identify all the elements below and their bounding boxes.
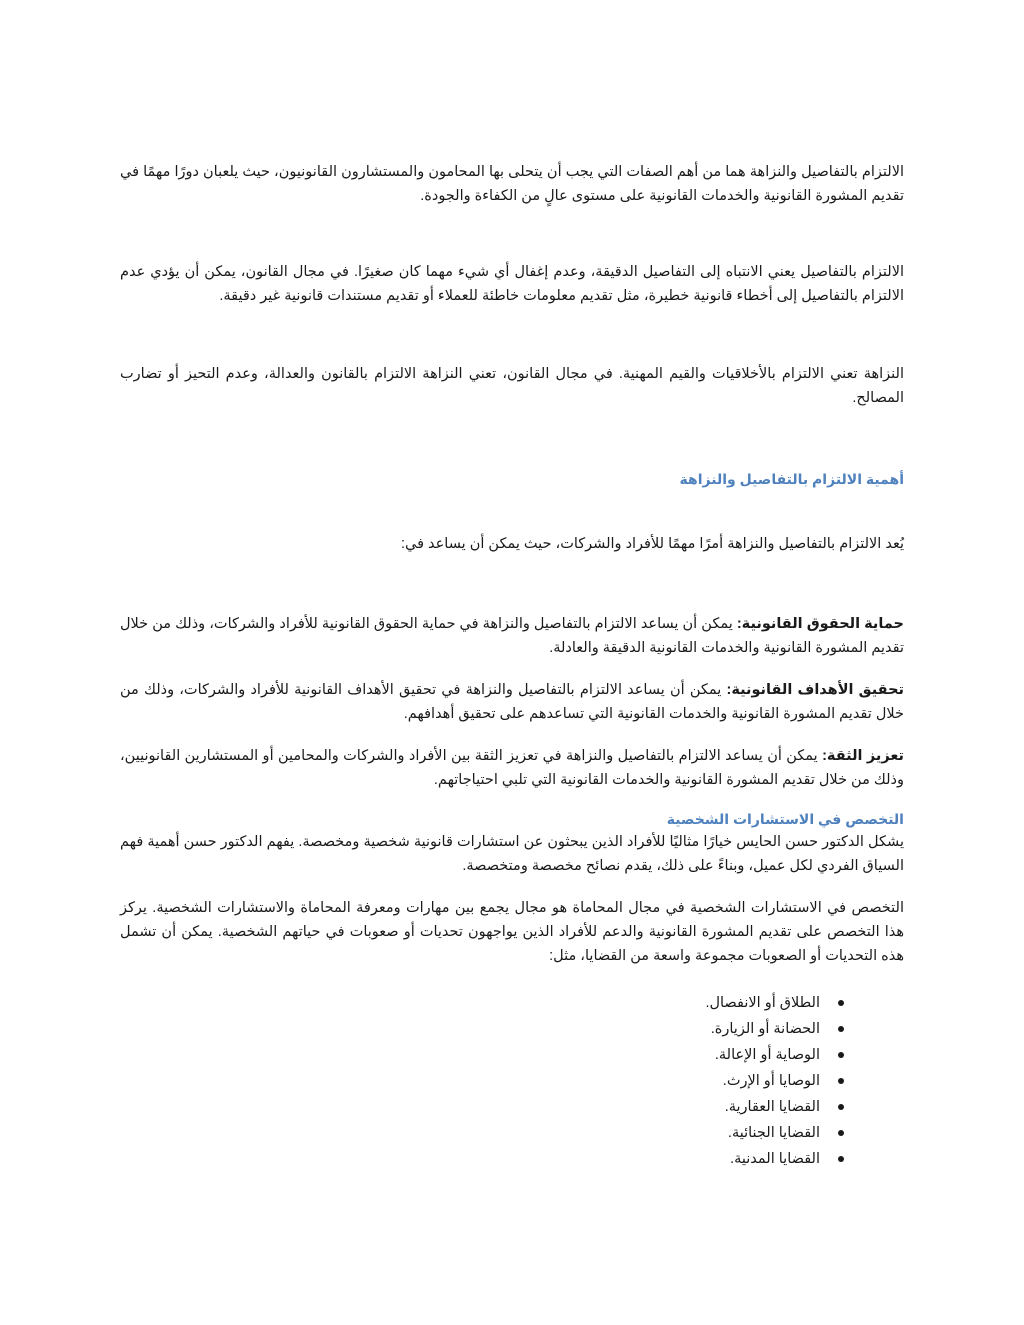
list-item-text: القضايا المدنية. (730, 1151, 820, 1167)
bullet-icon (838, 1156, 844, 1162)
bullet-icon (838, 1130, 844, 1136)
specialization-heading: التخصص في الاستشارات الشخصية (666, 811, 904, 827)
benefit-text: يمكن أن يساعد الالتزام بالتفاصيل والنزاهة في تعزيز الثقة بين الأفراد والشركات والمحامين أو المستشارين القانونيين، وذلك من خلال تقديم المشورة القانونية والخدمات القانونية التي تلبي احتياجاتهم. (120, 748, 904, 788)
benefit-achieve-goals (120, 678, 904, 726)
list-item (120, 1146, 844, 1172)
list-item-text: القضايا العقارية. (724, 1099, 820, 1115)
list-item-text: الوصاية أو الإعالة. (714, 1047, 820, 1063)
issues-list (120, 990, 904, 1172)
list-item-text: الوصايا أو الإرث. (722, 1073, 820, 1089)
specialization-paragraph-1: يشكل الدكتور حسن الحايس خيارًا مثاليًا للأفراد الذين يبحثون عن استشارات قانونية شخصية ومخصصة. يفهم الدكتور حسن أهمية فهم السياق الفردي لكل عميل، وبناءً على ذلك، يقدم نصائح مخصصة ومتخصصة. (120, 834, 904, 874)
bullet-icon (838, 1078, 844, 1084)
integrity-paragraph: النزاهة تعني الالتزام بالأخلاقيات والقيم المهنية. في مجال القانون، تعني النزاهة الالتزام بالقانون والعدالة، وعدم التحيز أو تضارب المصالح. (120, 366, 904, 406)
list-item-text: القضايا الجنائية. (727, 1125, 820, 1141)
list-item (120, 1042, 844, 1068)
details-paragraph: الالتزام بالتفاصيل يعني الانتباه إلى التفاصيل الدقيقة، وعدم إغفال أي شيء مهما كان صغيرًا. في مجال القانون، يمكن أن يؤدي عدم الالتزام بالتفاصيل إلى أخطاء قانونية خطيرة، مثل تقديم معلومات خاطئة للعملاء أو تقديم مستندات قانونية غير دقيقة. (120, 264, 904, 304)
intro-paragraph: الالتزام بالتفاصيل والنزاهة هما من أهم الصفات التي يجب أن يتحلى بها المحامون والمستشارون القانونيون، حيث يلعبان دورًا مهمًا في تقديم المشورة القانونية والخدمات القانونية على مستوى عالٍ من الكفاءة والجودة. (120, 164, 904, 204)
bullet-icon (838, 1052, 844, 1058)
specialization-paragraph-2: التخصص في الاستشارات الشخصية في مجال المحاماة هو مجال يجمع بين مهارات ومعرفة المحاماة والاستشارات الشخصية. يركز هذا التخصص على تقديم المشورة القانونية والدعم للأفراد الذين يواجهون تحديات أو صعوبات في حياتهم الشخصية. يمكن أن تشمل هذه التحديات أو الصعوبات مجموعة واسعة من القضايا، مثل: (120, 900, 904, 964)
bullet-icon (838, 1026, 844, 1032)
bullet-icon (838, 1104, 844, 1110)
importance-heading: أهمية الالتزام بالتفاصيل والنزاهة (679, 471, 904, 487)
benefit-text: يمكن أن يساعد الالتزام بالتفاصيل والنزاهة في حماية الحقوق القانونية للأفراد والشركات، وذلك من خلال تقديم المشورة القانونية والخدمات القانونية الدقيقة والعادلة. (120, 616, 904, 656)
benefit-term: حماية الحقوق القانونية: (736, 616, 904, 632)
list-item-text: الطلاق أو الانفصال. (705, 995, 820, 1011)
bullet-icon (838, 1000, 844, 1006)
importance-intro-paragraph: يُعد الالتزام بالتفاصيل والنزاهة أمرًا مهمًا للأفراد والشركات، حيث يمكن أن يساعد في: (400, 536, 904, 552)
list-item (120, 1016, 844, 1042)
list-item (120, 1120, 844, 1146)
list-item (120, 1094, 844, 1120)
benefit-protect-rights (120, 612, 904, 660)
list-item (120, 990, 844, 1016)
benefit-build-trust (120, 744, 904, 792)
list-item-text: الحضانة أو الزيارة. (710, 1021, 820, 1037)
benefit-text: يمكن أن يساعد الالتزام بالتفاصيل والنزاهة في تحقيق الأهداف القانونية للأفراد والشركات، وذلك من خلال تقديم المشورة القانونية والخدمات القانونية التي تساعدهم على تحقيق أهدافهم. (120, 682, 904, 722)
benefit-term: تحقيق الأهداف القانونية: (726, 682, 904, 698)
benefit-term: تعزيز الثقة: (822, 748, 904, 764)
list-item (120, 1068, 844, 1094)
